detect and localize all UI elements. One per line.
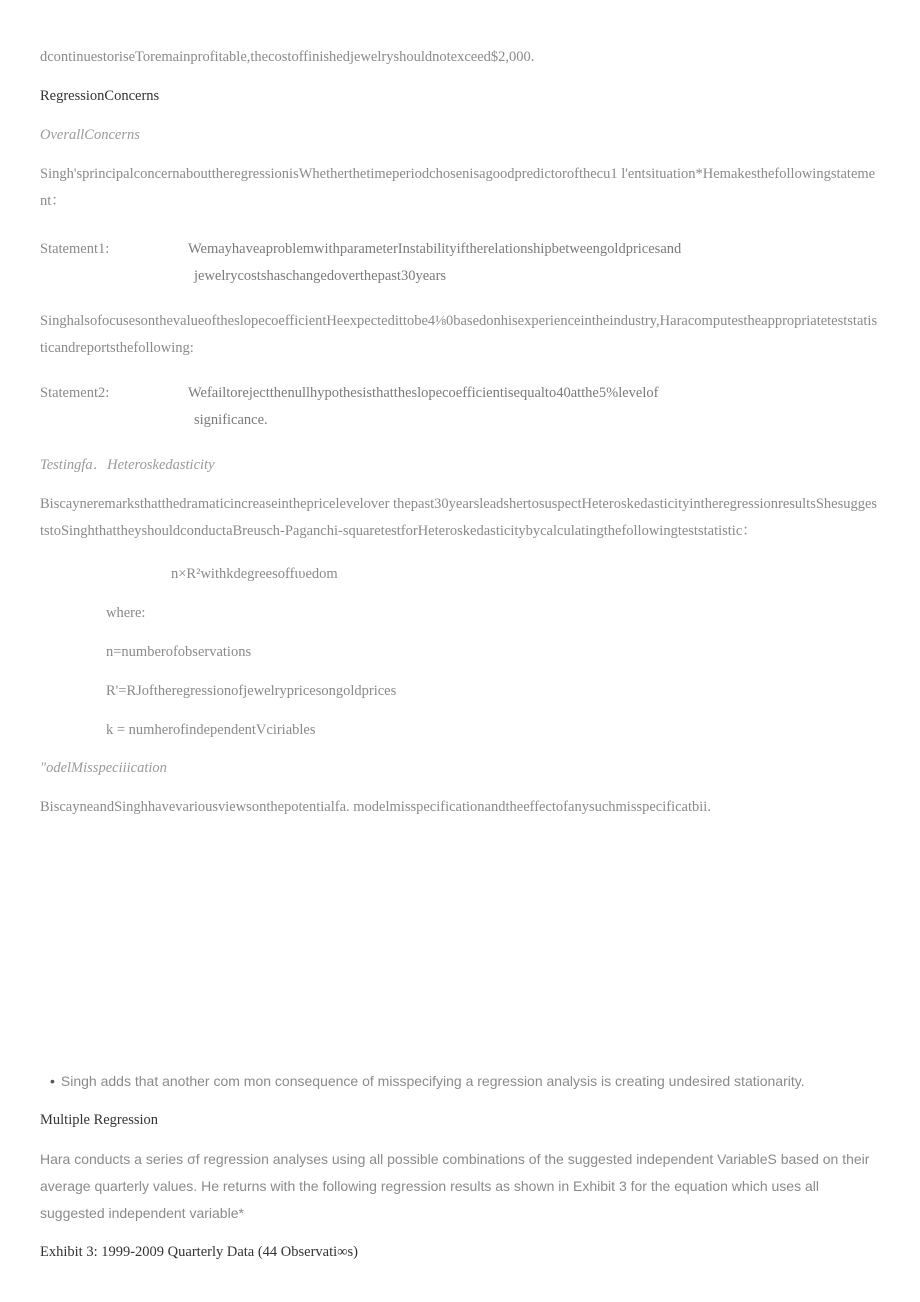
statement2-label: Statement2: (40, 385, 110, 401)
exhibit3-title: Exhibit 3: 1999-2009 Quarterly Data (44 Observati∞s) (40, 1244, 358, 1260)
bullet-text: Singh adds that another com mon consequence of misspecifying a regression analysis is creating undesired stationarity. (60, 1073, 805, 1089)
intro-paragraph: dcontinuestoriseToremainprofitable,thecostoffinishedjewelryshouldnotexceed$2,000. (40, 49, 535, 65)
definition-r: R'=RJoftheregressionofjewelrypricesongoldprices (106, 683, 397, 699)
statement1-text (188, 236, 681, 290)
section-heading-multiple-regression: Multiple Regression (40, 1112, 159, 1128)
slope-paragraph: SinghalsofocusesonthevalueoftheslopecoefficientHeexpectedittobe4⅛0basedonhisexperienceintheindustry,Haracomputestheappropriateteststatisticandreportsthefollowing: (40, 313, 878, 356)
definition-k: k = numherofindependentVciriables (106, 722, 316, 738)
definition-n: n=numberofobservations (106, 644, 252, 660)
subheading-model-misspecification: "odelMisspeciiication (40, 760, 167, 776)
statement2-line1: Wefailtorejectthenullhypothesisthattheslopecoefficientisequalto40atthe5%levelof (188, 385, 659, 401)
bullet-item-singh (50, 1068, 805, 1095)
statement1-label: Statement1: (40, 241, 110, 257)
multiple-regression-paragraph: Hara conducts a series σf regression analyses using all possible combinations of the suggested independent VariableS based on their average quarterly values. He returns with the following regression results as shown in Exhibit 3 for the equation which uses all suggested independent variable* (40, 1151, 870, 1221)
overall-concerns-paragraph: Singh'sprincipalconcernabouttheregressionisWhetherthetimeperiodchosenisagoodpredictorofthecu1 l'entsituation*Hemakesthefollowingstatement： (40, 166, 876, 209)
where-label: where: (106, 605, 146, 621)
statement1-line1: WemayhaveaproblemwithparameterInstabilityiftherelationshipbetweengoldpricesand (188, 241, 682, 257)
bullet-dot-icon: • (50, 1073, 55, 1089)
model-misspecification-paragraph: BiscayneandSinghhavevariousviewsonthepotentialfa. modelmisspecificationandtheeffectofanysuchmisspecificatbii. (40, 799, 711, 815)
statement1-line2: jewelrycostshaschangedoverthepast30years (194, 268, 447, 284)
heteroskedasticity-paragraph: Biscayneremarksthatthedramaticincreaseinthepricelevelover thepast30yearsleadshertosuspectHeteroskedasticityintheregressionresultsShesuggeststoSinghthattheyshouldconductaBreusch-Paganchi-squaretestforHeteroskedasticitybycalculatingthefollowingteststatistic： (40, 496, 878, 539)
statement2-text (188, 380, 658, 434)
test-statistic-formula: n×R²withkdegreesoffιυedom (171, 566, 338, 582)
statement2-line2: significance. (194, 412, 268, 428)
subheading-heteroskedasticity: Testingfa．Heteroskedasticity (40, 457, 215, 473)
subheading-overall-concerns: OverallConcerns (40, 127, 140, 143)
section-heading-regression-concerns: RegressionConcerns (40, 88, 160, 104)
